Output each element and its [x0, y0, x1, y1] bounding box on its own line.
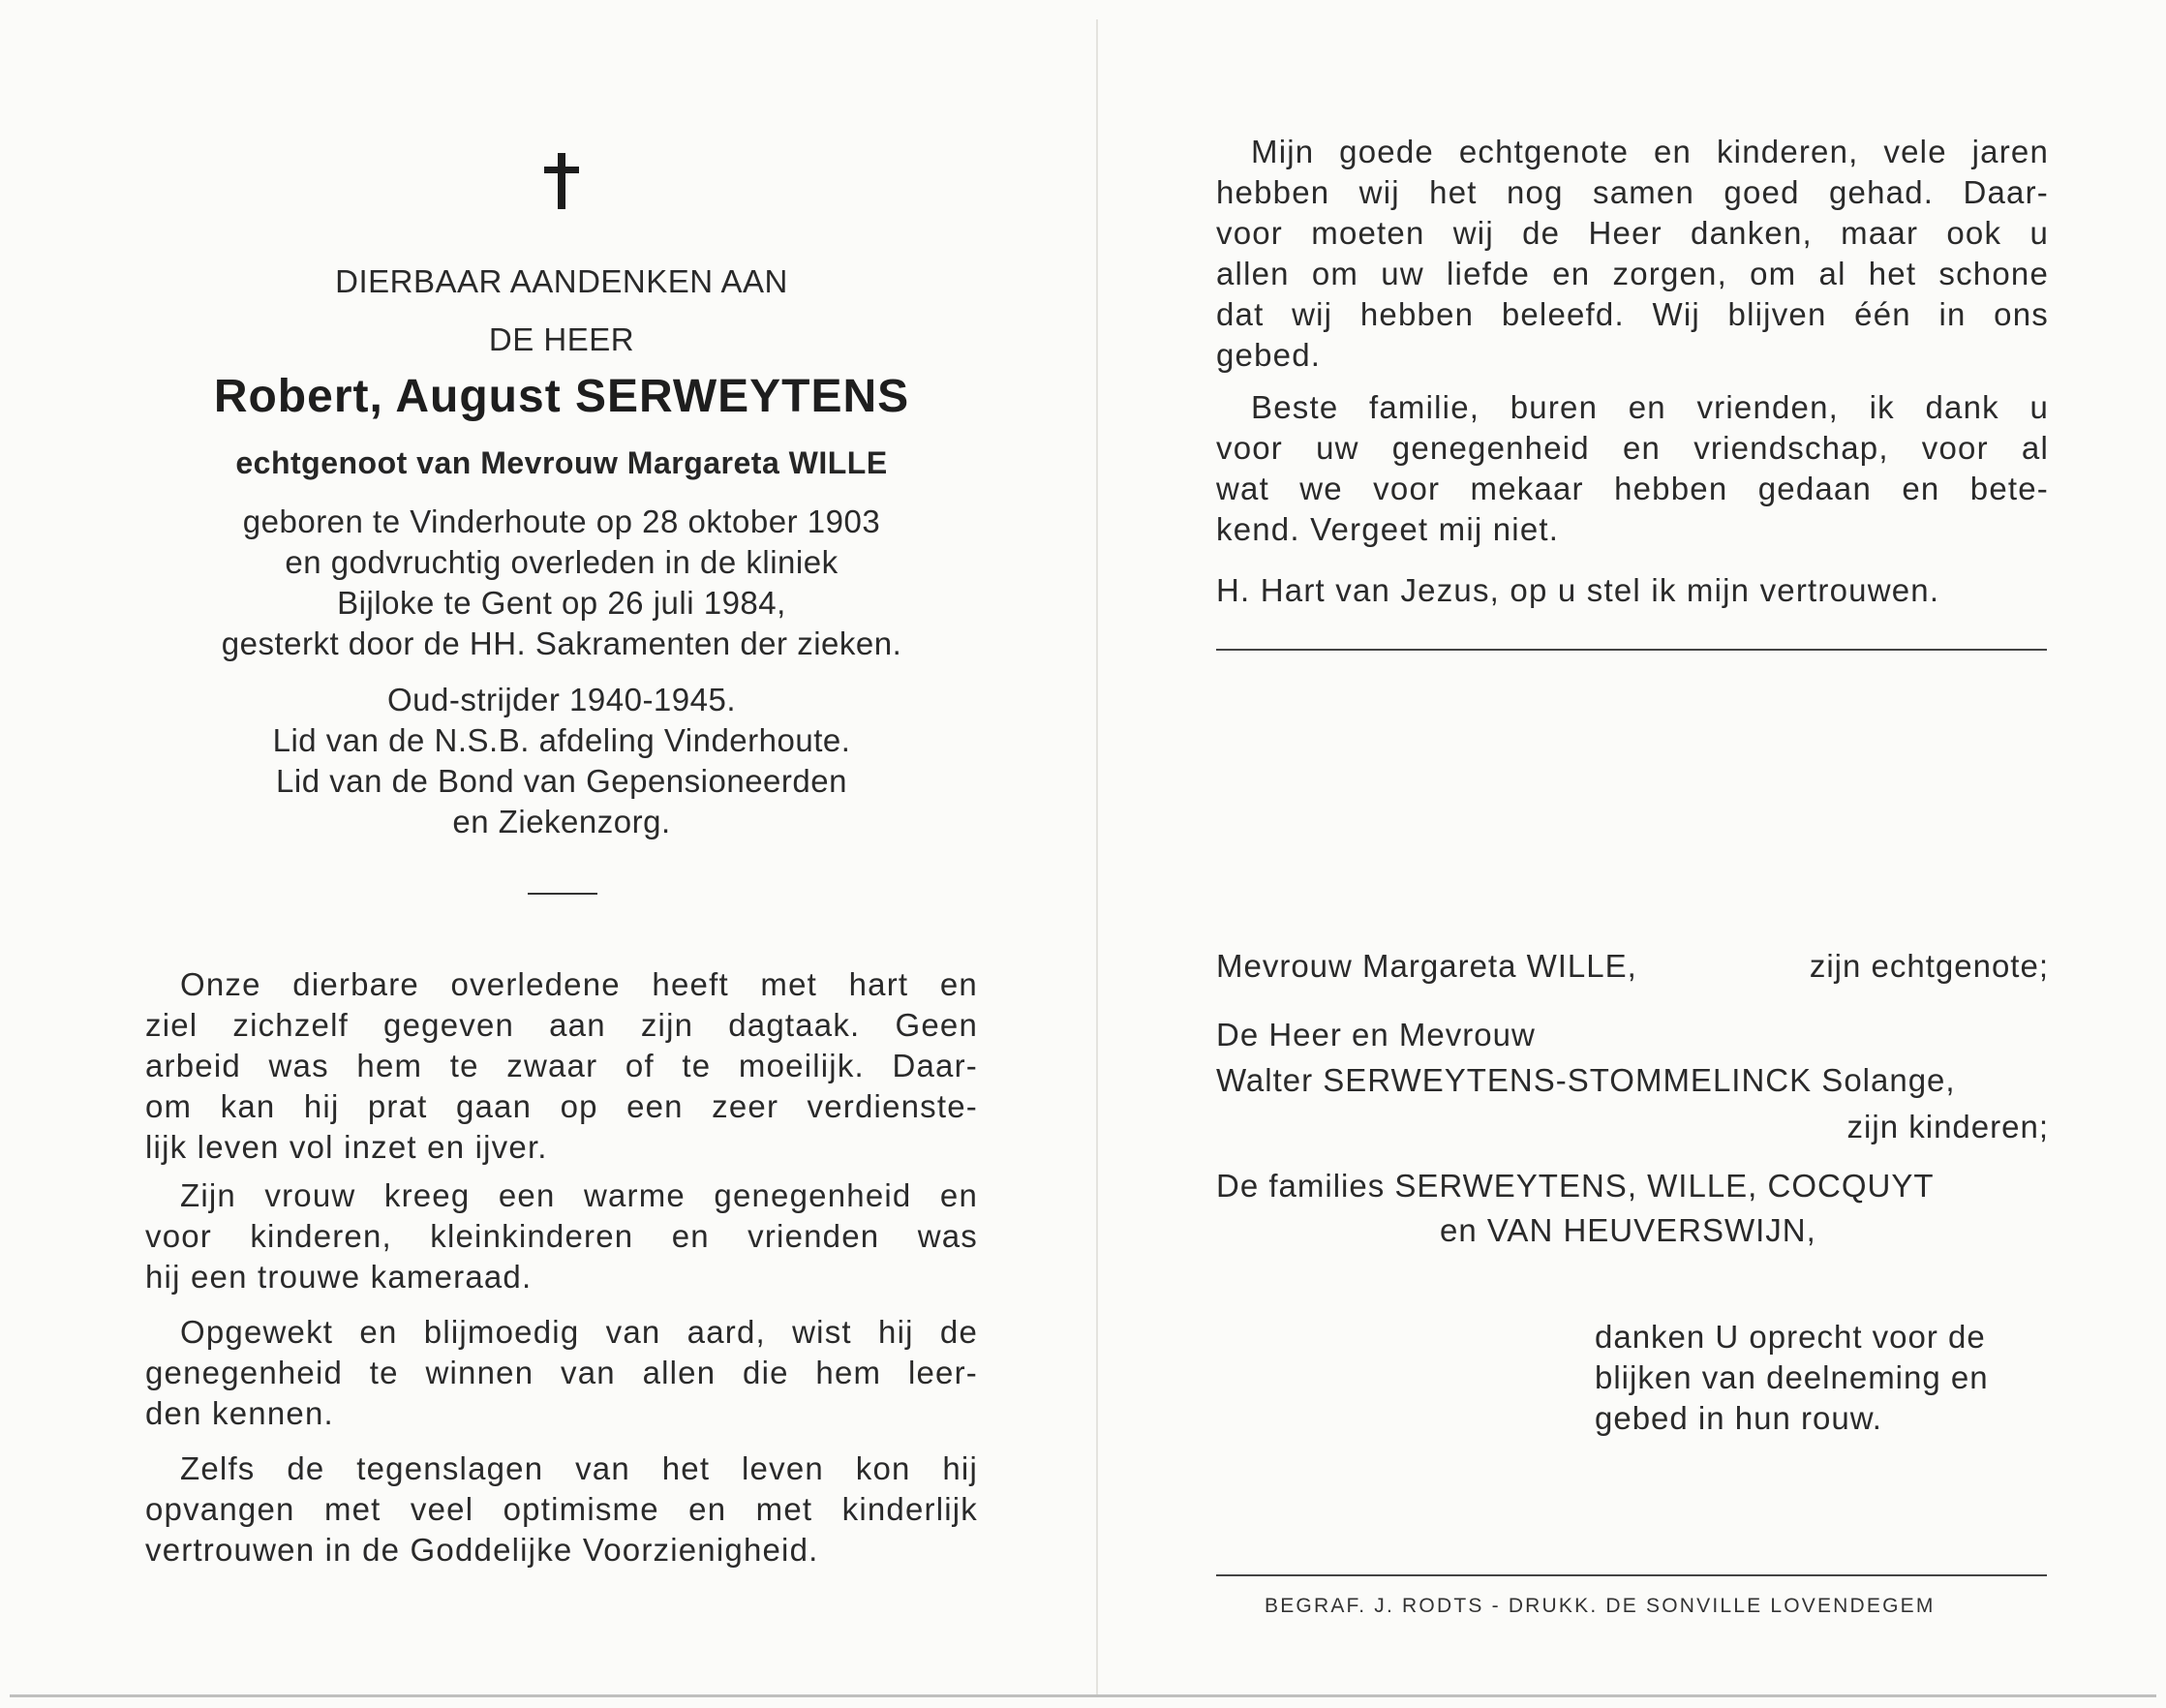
paragraph-line: Opgewekt en blijmoedig van aard, wist hij de [180, 1314, 978, 1350]
paragraph-line: H. Hart van Jezus, op u stel ik mijn vertrouwen. [1216, 572, 1940, 608]
paragraph-line: lijk leven vol inzet en ijver. [145, 1129, 548, 1165]
heading-line-1: DIERBAAR AANDENKEN AAN [335, 263, 788, 299]
thanks-line: danken U oprecht voor de [1595, 1319, 1986, 1355]
paragraph-line: vertrouwen in de Goddelijke Voorzienigheid. [145, 1532, 819, 1568]
birth-line: en godvruchtig overleden in de kliniek [285, 544, 839, 580]
membership-block [145, 680, 978, 842]
families-line: en VAN HEUVERSWIJN, [1440, 1212, 1816, 1248]
paragraph-line: om kan hij prat gaan op een zeer verdienste- [145, 1088, 978, 1124]
divider [1216, 1574, 2047, 1576]
printer-credit: BEGRAF. J. RODTS - DRUKK. DE SONVILLE LOVENDEGEM [1265, 1595, 1936, 1617]
left-panel [145, 0, 978, 1708]
paragraph-line: dat wij hebben beleefd. Wij blijven één in ons [1216, 296, 2049, 332]
membership-line: Lid van de Bond van Gepensioneerden [276, 763, 847, 799]
paragraph-line: hebben wij het nog samen goed gehad. Daar- [1216, 174, 2049, 210]
paragraph-line: voor kinderen, kleinkinderen en vrienden was [145, 1218, 978, 1254]
tribute-paragraph [145, 1175, 978, 1297]
right-panel [1216, 0, 2049, 1708]
birth-line: geboren te Vinderhoute op 28 oktober 1903 [242, 503, 881, 539]
paragraph-line: genegenheid te winnen van allen die hem leer- [145, 1355, 978, 1390]
tribute-paragraph [145, 1312, 978, 1434]
paragraph-line: Zijn vrouw kreeg een warme genegenheid en [180, 1177, 978, 1213]
spouse-line: echtgenoot van Mevrouw Margareta WILLE [235, 445, 888, 480]
spouse-name: Mevrouw Margareta WILLE, [1216, 948, 1637, 984]
tribute-paragraph [145, 1449, 978, 1571]
thanks-line: blijken van deelneming en [1595, 1359, 1989, 1395]
paragraph-line: wat we voor mekaar hebben gedaan en bete- [1216, 471, 2049, 506]
card-edge [10, 1694, 2156, 1697]
paragraph-line: kend. Vergeet mij niet. [1216, 511, 1560, 547]
thanks-line: gebed in hun rouw. [1595, 1400, 1882, 1436]
children-line: De Heer en Mevrouw [1216, 1017, 1536, 1052]
children-role: zijn kinderen; [1846, 1109, 2049, 1144]
divider [1216, 649, 2047, 651]
paragraph-line: Zelfs de tegenslagen van het leven kon hij [180, 1450, 978, 1486]
paragraph-line: Mijn goede echtgenote en kinderen, vele jaren [1251, 134, 2049, 169]
birth-line: gesterkt door de HH. Sakramenten der zieken. [221, 625, 902, 661]
families-line: De families SERWEYTENS, WILLE, COCQUYT [1216, 1168, 1935, 1204]
paragraph-line: Beste familie, buren en vrienden, ik dank u [1251, 389, 2049, 425]
paragraph-line: allen om uw liefde en zorgen, om al het schone [1216, 256, 2049, 291]
paragraph-line: voor uw genegenheid en vriendschap, voor al [1216, 430, 2049, 466]
farewell-paragraph [1216, 132, 2049, 376]
membership-line: Lid van de N.S.B. afdeling Vinderhoute. [272, 722, 851, 758]
spouse-role: zijn echtgenote; [1809, 948, 2049, 984]
card-fold [1096, 19, 1098, 1694]
paragraph-line: den kennen. [145, 1395, 334, 1431]
membership-line: Oud-strijder 1940-1945. [386, 682, 737, 717]
prayer-line [1216, 570, 2049, 611]
cross-icon [145, 153, 978, 214]
birth-line: Bijloke te Gent op 26 juli 1984, [337, 585, 786, 621]
birth-death-block [145, 502, 978, 664]
paragraph-line: Onze dierbare overledene heeft met hart en [180, 966, 978, 1002]
membership-line: en Ziekenzorg. [452, 804, 671, 839]
heading-line-2: DE HEER [488, 321, 635, 357]
farewell-paragraph [1216, 387, 2049, 550]
tribute-paragraph [145, 964, 978, 1168]
paragraph-line: gebed. [1216, 337, 1322, 373]
children-line: Walter SERWEYTENS-STOMMELINCK Solange, [1216, 1062, 1956, 1098]
paragraph-line: hij een trouwe kameraad. [145, 1259, 533, 1295]
divider [528, 893, 597, 895]
paragraph-line: ziel zichzelf gegeven aan zijn dagtaak. Geen [145, 1007, 978, 1043]
paragraph-line: voor moeten wij de Heer danken, maar ook u [1216, 215, 2049, 251]
deceased-name: Robert, August SERWEYTENS [213, 371, 910, 422]
paragraph-line: opvangen met veel optimisme en met kinderlijk [145, 1491, 978, 1527]
paragraph-line: arbeid was hem te zwaar of te moeilijk. Daar- [145, 1048, 978, 1083]
